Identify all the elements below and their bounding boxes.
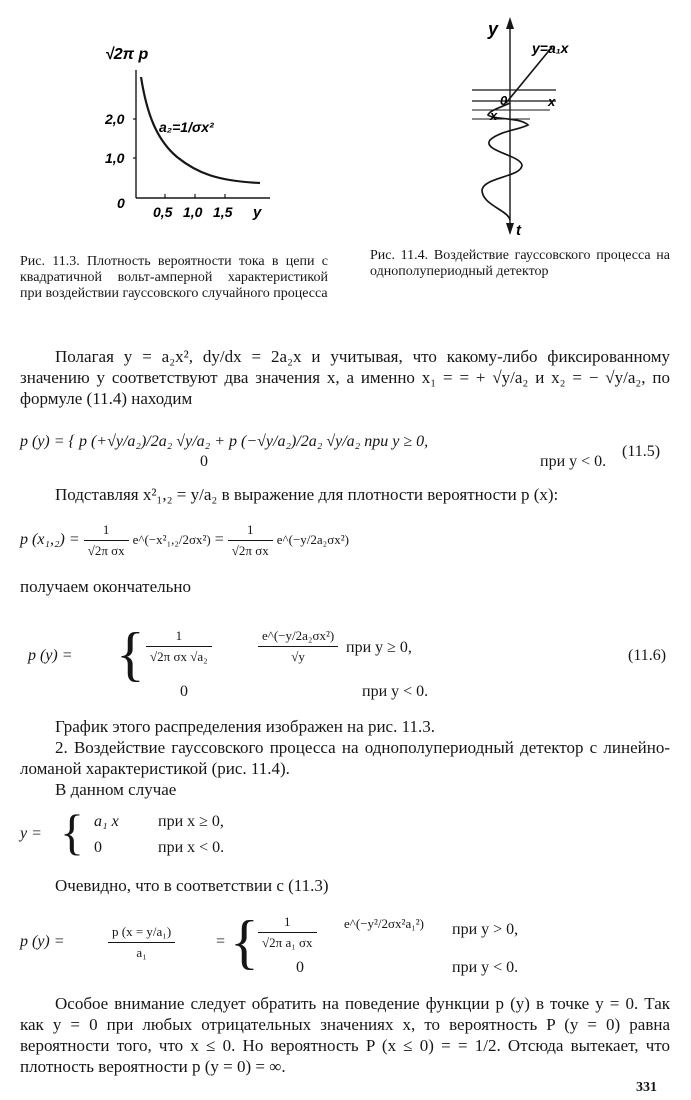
equation-11-5-number: (11.5) (622, 443, 661, 460)
fig114-caption: Рис. 11.4. Воздействие гауссовского процесса на однополупериодный детектор (370, 248, 670, 279)
fig113-tick-x-05: 0,5 (153, 204, 173, 220)
figure-11-3 (105, 35, 280, 225)
eq-last-eq: = (216, 933, 226, 950)
fig114-signal (482, 103, 528, 220)
eq-px-frac1 (84, 520, 129, 561)
eq-last-c2: при y < 0. (452, 959, 519, 976)
eq-last-brace: { (230, 909, 259, 975)
eq-last-frac2 (258, 912, 317, 953)
eq-px-frac2 (228, 520, 273, 561)
eq-px-exp1: e^(−x²₁,₂/2σx²) (132, 532, 211, 548)
paragraph-6: В данном случае (55, 780, 177, 799)
equation-11-5-cond2: при y < 0. (540, 453, 607, 470)
eq-px-exp2: e^(−y/2a₂σx²) (276, 532, 349, 548)
eq116-left: p (y) = (28, 647, 73, 664)
fig114-y-label: y (488, 19, 499, 39)
equation-11-6 (28, 616, 678, 706)
fig113-y-label: √2π p (105, 46, 149, 63)
eq-last-exp: e^(−y²/2σx²a₁²) (344, 916, 424, 931)
fig113-tick-y-2: 2,0 (105, 111, 125, 127)
eq116-cond2: при y < 0. (362, 683, 429, 700)
equation-11-5-top: p (y) = { p (+√y/a₂)/2a₂ √y/a₂ + p (−√y/a₂)/2a₂ √y/a₂ при y ≥ 0, (20, 433, 429, 450)
eq-px-num2: 1 (228, 520, 273, 541)
equation-y (20, 806, 320, 862)
eq116-num1: 1 (146, 626, 212, 647)
figure-11-4 (460, 5, 585, 240)
eq-y-r1: a₁ x (94, 813, 119, 830)
fig114-t-label: t (516, 222, 521, 239)
paragraph-7: Очевидно, что в соответствии с (11.3) (55, 876, 329, 895)
page-number: 331 (636, 1080, 657, 1095)
eq-px-den2: √2π σx (231, 543, 269, 558)
fig113-tick-x-15: 1,5 (213, 204, 233, 220)
eq116-den2: √y (291, 649, 305, 664)
eq-px-eq: = (214, 531, 224, 549)
eq-y-left: y = (20, 825, 42, 842)
eq-last-den: a₁ (136, 945, 147, 960)
eq-last-frac1 (108, 922, 175, 963)
eq-y-r2: 0 (94, 839, 102, 856)
eq116-number: (11.6) (628, 647, 667, 664)
eq-last-zero: 0 (296, 959, 304, 976)
eq-y-c2: при x < 0. (158, 839, 225, 856)
paragraph-5: 2. Воздействие гауссовского процесса на однополупериодный детектор с линейно-ломаной характеристикой (рис. 11.4). (20, 738, 670, 778)
eq-px-num1: 1 (84, 520, 129, 541)
eq116-den1: √2π σx √a₂ (150, 649, 208, 664)
equation-11-5-zero: 0 (200, 453, 208, 470)
eq116-frac1 (146, 626, 212, 667)
eq-y-c1: при x ≥ 0, (158, 813, 224, 830)
eq-last-c1: при y > 0, (452, 921, 519, 938)
fig114-x-label-right: x (548, 94, 556, 109)
fig114-x-label: x (490, 108, 498, 123)
paragraph-8: Особое внимание следует обратить на поведение функции p (y) в точке y = 0. Так как y = 0 при любых отрицательных значениях x, то вероятность P (y = 0) равна вероятности того, что x ≤ 0. Но вероятность P (x ≤ 0) = = 1/2. Отсюда вытекает, что плотность вероятности p (y = 0) = ∞. (20, 994, 670, 1076)
fig113-annotation: a₂=1/σx² (159, 119, 214, 135)
fig114-line-label: y=a₁x (532, 40, 569, 56)
fig113-caption: Рис. 11.3. Плотность вероятности тока в цепи с квадратичной вольт-амперной характеристикой при воздействии гауссовского случайного процесса (20, 254, 328, 301)
eq116-cond1: при y ≥ 0, (346, 639, 412, 656)
eq-last-left: p (y) = (20, 933, 65, 950)
eq-y-brace: { (60, 804, 84, 860)
fig113-tick-y-0: 0 (117, 195, 125, 211)
eq-last-fden: √2π a₁ σx (262, 935, 313, 950)
eq116-num2: e^(−y/2a₂σx²) (258, 626, 338, 647)
paragraph-4: График этого распределения изображен на рис. 11.3. (55, 717, 435, 736)
eq116-frac2 (258, 626, 338, 667)
equation-last (20, 908, 670, 982)
fig113-tick-x-10: 1,0 (183, 204, 203, 220)
eq-px-den1: √2π σx (87, 543, 125, 558)
paragraph-1: Полагая y = a₂x², dy/dx = 2a₂x и учитывая, что какому-либо фиксированному значению y соответствуют два значения x, а именно x₁ = = + √y/a₂ и x₂ = − √y/a₂, по формуле (11.4) находим (20, 347, 670, 408)
eq-last-num: p (x = y/a₁) (108, 922, 175, 943)
fig114-origin: 0 (500, 93, 508, 108)
eq-px-left: p (x₁,₂) = (20, 531, 80, 549)
eq116-brace: { (116, 621, 145, 687)
paragraph-2: Подставляя x²₁,₂ = y/a₂ в выражение для плотности вероятности p (x): (55, 485, 559, 504)
equation-px (20, 520, 349, 561)
eq-last-fnum: 1 (258, 912, 317, 933)
fig113-tick-y-1: 1,0 (105, 150, 125, 166)
paragraph-3: получаем окончательно (20, 577, 191, 596)
eq116-zero: 0 (180, 683, 188, 700)
fig113-x-label: y (253, 204, 262, 221)
